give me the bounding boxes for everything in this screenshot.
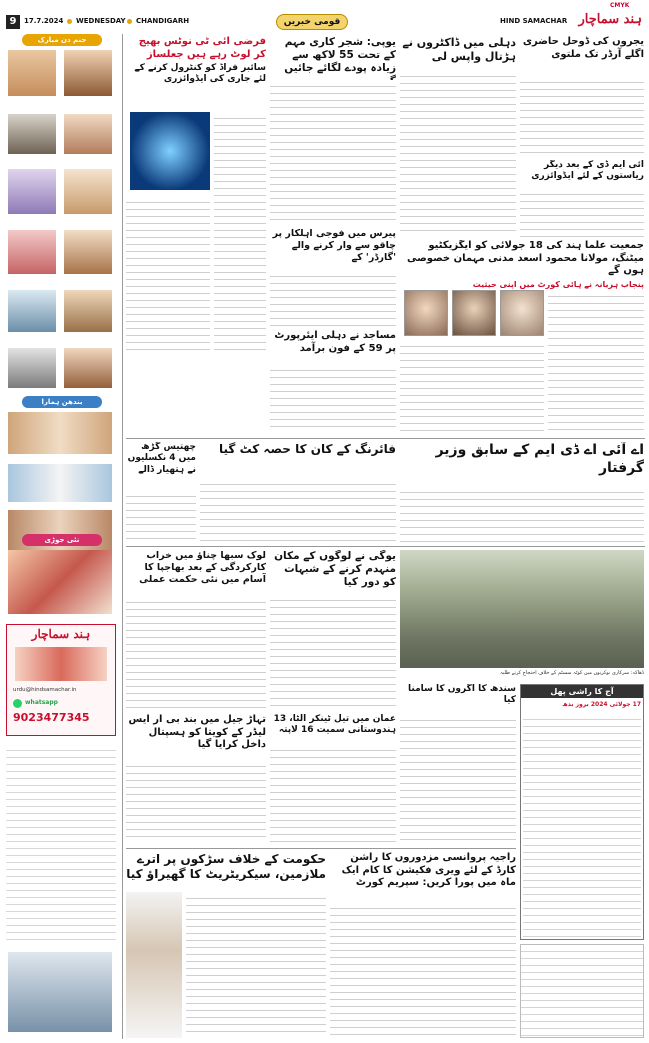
- article-body: [200, 478, 396, 542]
- article-body: [270, 270, 396, 328]
- article-body: [126, 596, 266, 708]
- masthead-weekday: WEDNESDAY: [76, 17, 126, 25]
- article-headline: فرضی آئی ٹی نوٹس بھیج کر لوٹ رہے ہیں جعلساز: [138, 36, 266, 60]
- article-body: [520, 188, 644, 238]
- article-headline: راجیہ پروانسی مزدوروں کا راشن کارڈ کے لئے ویری فکیشن کا کام ایک ماہ میں پورا کریں: سپریم کورٹ: [341, 852, 516, 888]
- article-body: [330, 902, 516, 1036]
- section-title: قومی خبریں: [276, 14, 348, 30]
- article-a16: [126, 714, 266, 844]
- cyber-photo: [130, 112, 210, 190]
- birthday-photo: [8, 114, 56, 154]
- article-a17: [270, 714, 396, 844]
- article-body: [270, 80, 396, 224]
- birthday-photo: [64, 230, 112, 274]
- cmyk-marker: CMYK: [610, 2, 630, 9]
- ad-phone[interactable]: 9023477345: [13, 711, 90, 724]
- birthday-photo: [8, 348, 56, 388]
- article-headline: آئی ایم ڈی کے بعد دیگر ریاستوں کے لئے ایڈوائزری: [531, 160, 644, 182]
- column-divider: [122, 34, 123, 1039]
- bullet-icon: [127, 19, 132, 24]
- article-headline: عمان میں تیل ٹینکر الٹا، 13 ہندوستانی سمیت 16 لاپتہ: [273, 714, 396, 736]
- article-subheadline: سائبر فراڈ کو کنٹرول کرنے کے لئے جاری کی ایڈوائزری: [134, 63, 266, 85]
- zodiac-strip: [520, 944, 644, 1038]
- portrait-photo: [500, 290, 544, 336]
- anniversary-photo: [8, 412, 112, 454]
- article-body: [126, 196, 210, 352]
- left-column: [4, 34, 120, 1039]
- birthday-photo: [8, 290, 56, 332]
- article-a8: [270, 330, 396, 430]
- article-headline: پیرس میں فوجی اہلکار پر چاقو سے وار کرنے والے 'گارڈر' کے: [272, 228, 396, 263]
- article-body: [270, 364, 396, 428]
- birthday-photo: [8, 169, 56, 214]
- article-a3: [270, 36, 396, 226]
- article-headline: یوپی: شجر کاری مہم کے تحت 55 لاکھ سے زیادہ پودے لگائے جائیں: [284, 36, 396, 75]
- article-a18: [126, 852, 326, 1038]
- article-a2: [400, 36, 516, 236]
- marriage-photo: [8, 550, 112, 614]
- page-number: 9: [6, 15, 20, 29]
- article-headline: لوک سبھا چناؤ میں خراب کارکردگی کے بعد بھاجپا کا آسام میں نئی حکمت عملی: [139, 550, 266, 585]
- riot-photo: [400, 550, 644, 668]
- article-headline: یوگی نے لوگوں کے مکان منہدم کرنے کے شبہات کو دور کیا: [274, 550, 396, 589]
- article-body: [214, 112, 266, 352]
- article-headline: دہلی میں ڈاکٹروں نے ہڑتال واپس لی: [402, 36, 516, 63]
- article-body: [186, 892, 326, 1036]
- bullet-icon: [67, 19, 72, 24]
- politician-photo: [126, 892, 182, 1038]
- article-a12: [400, 442, 644, 542]
- article-body: [270, 744, 396, 842]
- horoscope-box: [520, 684, 644, 940]
- article-body: [126, 760, 266, 842]
- article-a13: [126, 442, 196, 542]
- anniversary-header: بندھن ہمارا: [22, 396, 102, 408]
- birthday-photo: [64, 114, 112, 154]
- horoscope-title: آج کا راشی پھل: [521, 685, 643, 698]
- article-headline: تہاڑ جیل میں بند بی آر ایس لیڈر کے کویتا کو ہسپتال داخل کرایا گیا: [128, 714, 266, 750]
- marriage-header: نئی جوڑی: [22, 534, 102, 546]
- birthday-photo: [8, 50, 56, 96]
- birthday-photo: [8, 230, 56, 274]
- masthead: [0, 0, 649, 32]
- article-body: [400, 70, 516, 234]
- article-headline: فائرنگ کے کان کا حصہ کٹ گیا: [219, 442, 396, 456]
- article-a11: [200, 442, 396, 542]
- anniversary-photo: [8, 464, 112, 502]
- birthday-photo: [64, 50, 112, 96]
- article-body: [400, 486, 644, 542]
- article-headline: حکومت کے خلاف سڑکوں پر اترے ملازمین، سیکریٹریٹ کا گھیراؤ کیا: [126, 852, 326, 881]
- article-subheadline: پنجاب ہریانہ نے ہائی کورٹ میں اپنی حیثیت: [472, 279, 644, 289]
- row-divider: [126, 438, 645, 439]
- ad-whatsapp: whatsapp: [25, 699, 58, 706]
- article-a19: [330, 852, 516, 1038]
- ad-email[interactable]: urdu@hindsamachar.in: [13, 687, 77, 693]
- article-a4: [126, 36, 266, 356]
- article-body: [400, 340, 544, 434]
- ad-images: [15, 647, 107, 681]
- birthday-header: جنم دن مبارک: [22, 34, 102, 46]
- article-body: [270, 594, 396, 708]
- photo-caption: ڈھاکہ: سرکاری نوکریوں میں کوٹہ سسٹم کے خلاف احتجاج کرتے طلبہ: [499, 670, 644, 676]
- portrait-photo: [404, 290, 448, 336]
- ad-logo: ہند سماچار: [31, 627, 91, 641]
- article-body: [126, 490, 196, 542]
- subscription-ad: [6, 624, 116, 736]
- article-a7: [270, 228, 396, 328]
- birthday-photo: [64, 169, 112, 214]
- birthday-photo: [64, 290, 112, 332]
- row-divider: [126, 848, 516, 849]
- anniversary-photo: [8, 510, 112, 554]
- article-headline: یجروں کی ڈوحل حاضری اگلے آرڈر تک ملتوی: [522, 36, 644, 60]
- article-body: [520, 76, 644, 156]
- article-a1: [520, 36, 644, 156]
- article-headline: جمعیت علما ہند کی 18 جولائی کو ایگزیکٹیو میٹنگ، مولانا محمود اسعد مدنی مہمان خصوصی ہوں گے: [407, 240, 644, 276]
- article-headline: مساجد نے دہلی ایئرپورٹ پر 59 کے فون برآمد: [274, 330, 396, 354]
- row-divider: [126, 546, 645, 547]
- article-body: [548, 290, 644, 434]
- birthday-photo: [64, 348, 112, 388]
- paper-name-en: HIND SAMACHAR: [500, 17, 568, 25]
- left-column-text: [6, 744, 116, 944]
- masthead-city: CHANDIGARH: [136, 17, 190, 25]
- article-a20: [400, 684, 516, 844]
- article-a6: [520, 160, 644, 240]
- article-headline: چھتیس گڑھ میں 4 نکسلیوں نے ہتھیار ڈالے: [127, 442, 196, 475]
- article-a15: [126, 550, 266, 710]
- horoscope-body: [523, 713, 641, 939]
- article-headline: اے آئی اے ڈی ایم کے سابق وزیر گرفتار: [435, 442, 644, 476]
- article-a14: [270, 550, 396, 710]
- article-a9: [400, 240, 644, 436]
- left-bottom-photo: [8, 952, 112, 1032]
- whatsapp-icon: [13, 699, 22, 708]
- horoscope-date: 17 جولائی 2024 بروز بدھ: [562, 701, 641, 708]
- article-headline: سندھ کا آگروں کا سامنا کیا: [408, 684, 516, 706]
- article-body: [400, 714, 516, 842]
- masthead-date: 17.7.2024: [24, 17, 64, 25]
- portrait-photo: [452, 290, 496, 336]
- paper-logo: ہند سماچار: [578, 12, 642, 27]
